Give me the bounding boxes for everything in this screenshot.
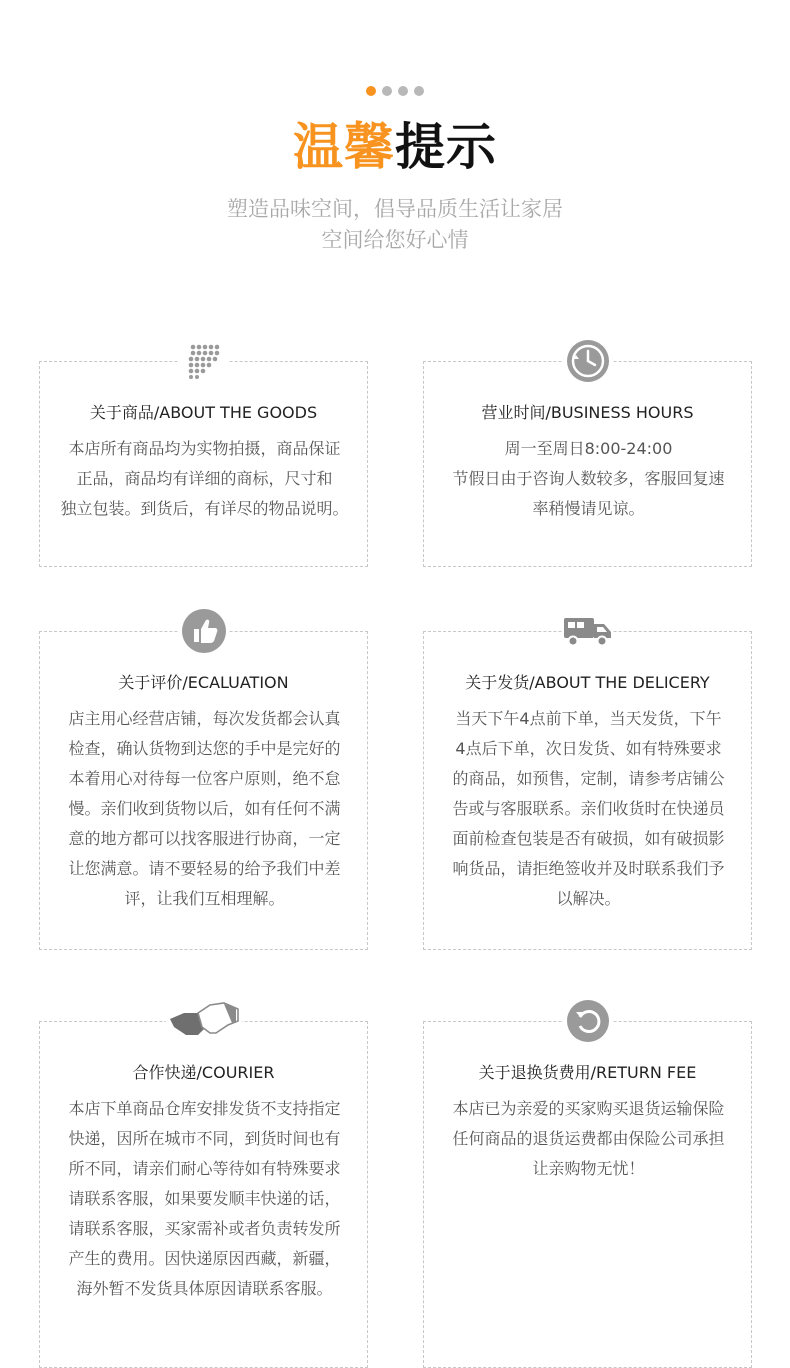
card-line: 检查，确认货物到达您的手中是完好的 xyxy=(68,739,341,758)
card-line: 请联系客服，如果要发顺丰快递的话， xyxy=(68,1189,341,1208)
card-evaluation xyxy=(39,631,368,950)
card-line: 快递，因所在城市不同，到货时间也有 xyxy=(68,1129,341,1148)
page-title-accent: 温馨 xyxy=(293,118,395,176)
card-body xyxy=(56,1094,353,1304)
card-line: 面前检查包装是否有破损，如有破损影 xyxy=(452,829,725,848)
clock-icon xyxy=(563,338,613,384)
pagination-dot[interactable] xyxy=(382,86,392,96)
card-body xyxy=(56,434,353,524)
pagination-dot[interactable] xyxy=(414,86,424,96)
return-icon xyxy=(563,998,613,1044)
page-subtitle xyxy=(0,194,790,256)
card-line: 产生的费用。因快递原因西藏，新疆， xyxy=(68,1249,341,1268)
page-title xyxy=(0,112,790,182)
card-line: 4点后下单，次日发货、如有特殊要求 xyxy=(455,739,722,758)
card-line: 请联系客服，买家需补或者负责转发所 xyxy=(68,1219,341,1238)
card-line: 让您满意。请不要轻易的给予我们中差 xyxy=(68,859,341,878)
card-line: 本店所有商品均为实物拍摄，商品保证 xyxy=(68,439,341,458)
card-line: 率稍慢请见谅。 xyxy=(532,499,645,518)
card-line: 本店下单商品仓库安排发货不支持指定 xyxy=(68,1099,341,1118)
card-line: 正品，商品均有详细的商标，尺寸和 xyxy=(76,469,333,488)
card-return-fee xyxy=(423,1021,752,1368)
pagination-dot[interactable] xyxy=(398,86,408,96)
card-line: 意的地方都可以找客服进行协商，一定 xyxy=(68,829,341,848)
card-title: 关于退换货费用/RETURN FEE xyxy=(478,1063,697,1082)
card-line: 让亲购物无忧！ xyxy=(532,1159,645,1178)
card-title: 关于评价/ECALUATION xyxy=(118,673,289,692)
pagination-dots xyxy=(0,86,790,96)
subtitle-line-1: 塑造品味空间，倡导品质生活让家居 xyxy=(227,197,563,221)
card-line: 任何商品的退货运费都由保险公司承担 xyxy=(452,1129,725,1148)
card-line: 告或与客服联系。亲们收货时在快递员 xyxy=(452,799,725,818)
card-line: 慢。亲们收到货物以后，如有任何不满 xyxy=(68,799,341,818)
card-line: 本店已为亲爱的买家购买退货运输保险 xyxy=(452,1099,725,1118)
card-line: 响货品，请拒绝签收并及时联系我们予 xyxy=(452,859,725,878)
card-line: 以解决。 xyxy=(556,889,621,908)
card-courier xyxy=(39,1021,368,1368)
card-line: 节假日由于咨询人数较多，客服回复速 xyxy=(452,469,725,488)
card-line: 评，让我们互相理解。 xyxy=(124,889,285,908)
truck-icon xyxy=(563,608,613,654)
card-body xyxy=(440,704,737,914)
card-delivery xyxy=(423,631,752,950)
handshake-icon xyxy=(166,998,242,1044)
card-body xyxy=(440,434,737,524)
card-title: 关于商品/ABOUT THE GOODS xyxy=(89,403,318,422)
page-title-main: 提示 xyxy=(395,118,497,176)
card-line: 本着用心对待每一位客户原则，绝不怠 xyxy=(68,769,341,788)
subtitle-line-2: 空间给您好心情 xyxy=(321,228,469,252)
dot-grid-icon xyxy=(179,338,229,384)
card-line: 海外暂不发货具体原因请联系客服。 xyxy=(76,1279,333,1298)
card-title: 合作快递/COURIER xyxy=(132,1063,275,1082)
card-body xyxy=(56,704,353,914)
card-line: 店主用心经营店铺，每次发货都会认真 xyxy=(68,709,341,728)
card-body xyxy=(440,1094,737,1184)
card-line: 当天下午4点前下单，当天发货，下午 xyxy=(455,709,722,728)
card-title: 关于发货/ABOUT THE DELICERY xyxy=(465,673,710,692)
card-line: 所不同，请亲们耐心等待如有特殊要求 xyxy=(68,1159,341,1178)
card-line: 周一至周日8:00-24:00 xyxy=(504,439,673,458)
thumbs-up-icon xyxy=(179,608,229,654)
card-title: 营业时间/BUSINESS HOURS xyxy=(481,403,694,422)
card-business-hours xyxy=(423,361,752,567)
card-line: 独立包装。到货后，有详尽的物品说明。 xyxy=(60,499,349,518)
pagination-dot-active[interactable] xyxy=(366,86,376,96)
card-about-goods xyxy=(39,361,368,567)
card-line: 的商品，如预售，定制，请参考店铺公 xyxy=(452,769,725,788)
